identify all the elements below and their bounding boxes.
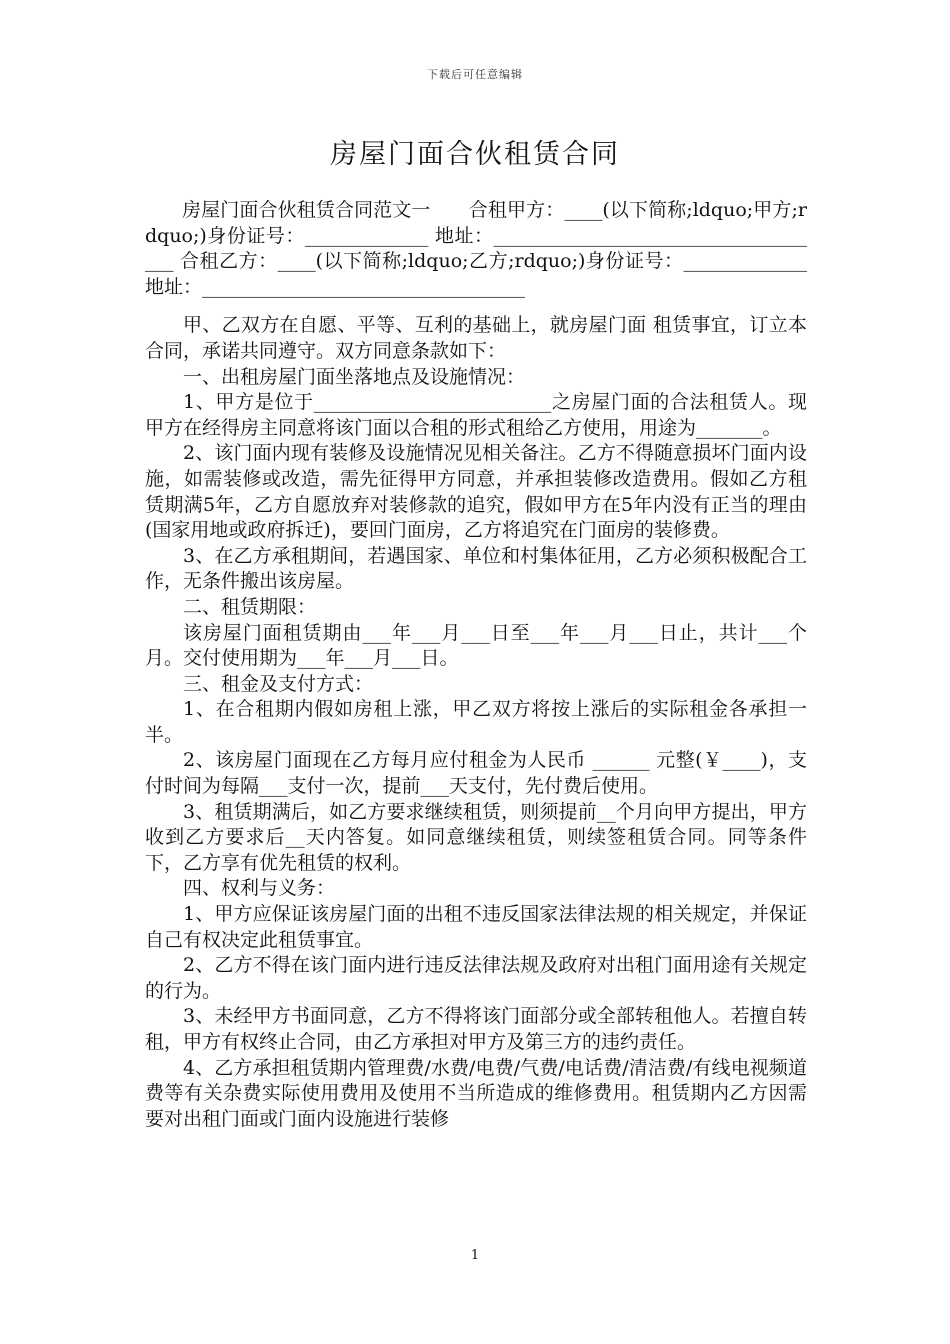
clause-4-4: 4、乙方承担租赁期内管理费/水费/电费/气费/电话费/清洁费/有线电视频道费等有关杂费实际使用费用及使用不当所造成的维修费用。租赁期内乙方因需要对出租门面或门面内设施进行装修 (145, 1056, 807, 1130)
document-title: 房屋门面合伙租赁合同 (330, 139, 620, 170)
section-heading-3: 三、租金及支付方式： (183, 672, 374, 695)
clause-4-2: 2、乙方不得在该门面内进行违反法律法规及政府对出租门面用途有关规定的行为。 (145, 954, 807, 1002)
clause-4-1: 1、甲方应保证该房屋门面的出租不违反国家法律法规的相关规定，并保证自己有权决定此租赁事宜。 (145, 903, 807, 951)
clause-3-1: 1、在合租期内假如房租上涨，甲乙双方将按上涨后的实际租金各承担一半。 (145, 698, 807, 746)
clause-3-3: 3、租赁期满后，如乙方要求继续租赁，则须提前__个月向甲方提出，甲方收到乙方要求后__天内答复。如同意继续租赁，则续签租赁合同。同等条件下，乙方享有优先租赁的权利。 (145, 800, 807, 874)
clause-2-1: 该房屋门面租赁期由___年___月___日至___年___月___日止，共计___个月。交付使用期为___年___月___日。 (145, 621, 807, 670)
clause-1-2: 2、该门面内现有装修及设施情况见相关备注。乙方不得随意损坏门面内设施，如需装修或改造，需先征得甲方同意，并承担装修改造费用。假如乙方租赁期满5年，乙方自愿放弃对装修款的追究，假如甲方在5年内没有正当的理由(国家用地或政府拆迁)，要回门面房，乙方将追究在门面房的装修费。 (145, 442, 807, 542)
clause-3-2: 2、该房屋门面现在乙方每月应付租金为人民币 ______ 元整(￥____)，支付时间为每隔___支付一次，提前___天支付，先付费后使用。 (145, 749, 807, 798)
clause-4-3: 3、未经甲方书面同意，乙方不得将该门面部分或全部转租他人。若擅自转租，甲方有权终止合同，由乙方承担对甲方及第三方的违约责任。 (145, 1005, 807, 1053)
section-heading-2: 二、租赁期限： (183, 595, 317, 618)
clause-1-3: 3、在乙方承租期间，若遇国家、单位和村集体征用，乙方必须积极配合工作，无条件搬出该房屋。 (145, 544, 807, 593)
page-number: 1 (470, 1248, 480, 1263)
document-body (145, 198, 807, 1132)
clause-1-1: 1、甲方是位于_________________________之房屋门面的合法租赁人。现甲方在经得房主同意将该门面以合租的形式租给乙方使用，用途为_______。 (145, 391, 807, 439)
preamble-paragraph: 甲、乙双方在自愿、平等、互利的基础上，就房屋门面 租赁事宜，订立本合同，承诺共同遵守。双方同意条款如下： (145, 314, 807, 362)
section-heading-4: 四、权利与义务： (183, 877, 336, 900)
party-info-paragraph: 房屋门面合伙租赁合同范文一 合租甲方：____(以下简称;ldquo;甲方;rdquo;)身份证号：_____________ 地址：____________________________________ 合租乙方：____(以下简称;ldquo;乙方;rdquo;)身份证号：_____________ 地址：__________________________________ (145, 199, 807, 298)
section-heading-1: 一、出租房屋门面坐落地点及设施情况： (183, 365, 526, 388)
header-note: 下载后可任意编辑 (427, 68, 523, 81)
